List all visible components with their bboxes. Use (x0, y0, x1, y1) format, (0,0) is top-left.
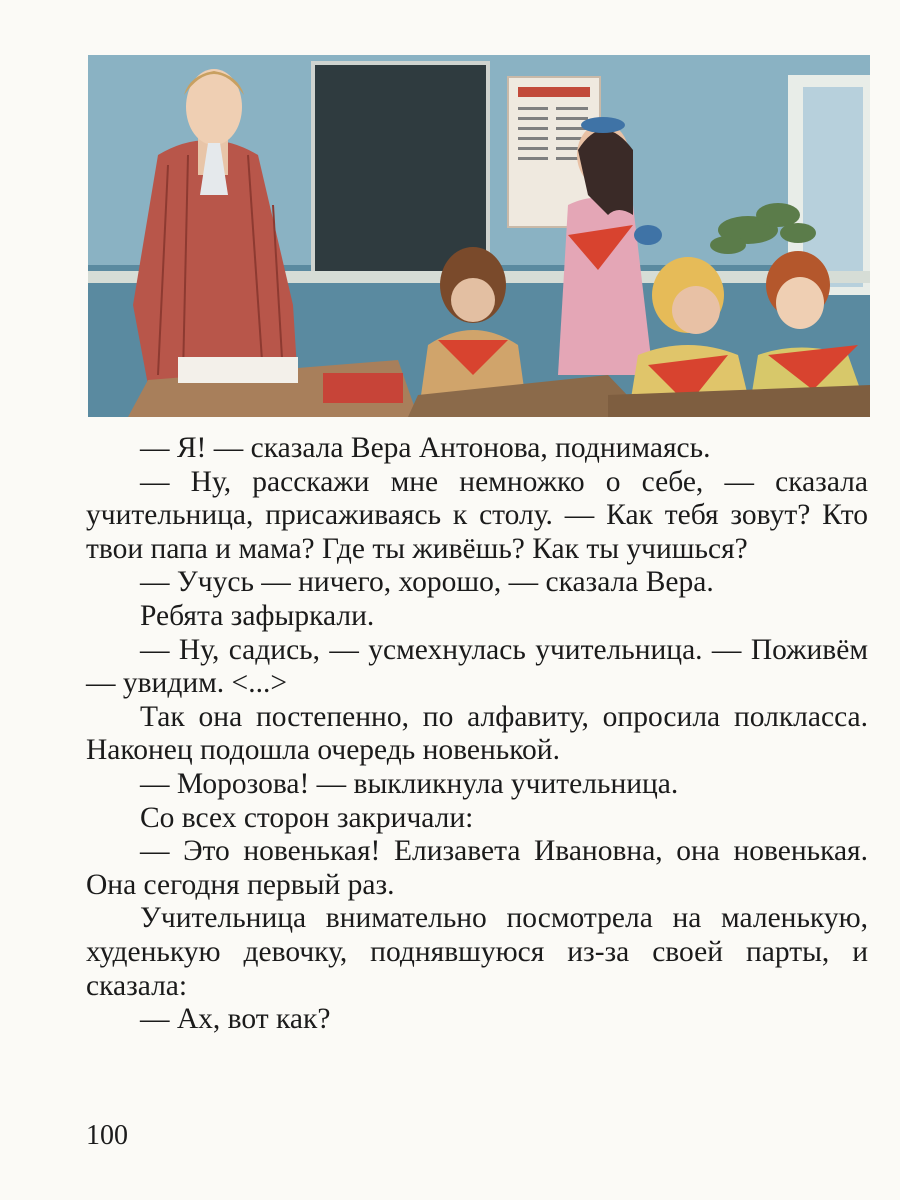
paragraph: Ребята зафыркали. (140, 599, 375, 632)
blackboard (313, 63, 488, 278)
paragraph: — Ну, садись, — усмехнулась учительница. — Поживём — увидим. <...> (86, 633, 868, 700)
page-number: 100 (86, 1120, 128, 1151)
paragraph: — Это новенькая! Елизавета Ивановна, она новенькая. Она сегодня первый раз. (86, 835, 868, 901)
paragraph: Учительница внимательно посмотрела на маленькую, худенькую девочку, поднявшуюся из-за своей парты, и сказала: (86, 902, 868, 1002)
classroom-illustration (88, 55, 870, 417)
paragraph: — Ах, вот как? (140, 1003, 331, 1036)
paragraph: — Учусь — ничего, хорошо, — сказала Вера. (140, 566, 714, 599)
paragraph: — Морозова! — выкликнула учительница. (140, 767, 679, 800)
paragraph: Со всех сторон закричали: (140, 801, 474, 834)
classroom-scene-image (88, 55, 870, 417)
story-text (86, 432, 868, 1037)
paragraph: Так она постепенно, по алфавиту, опросила полкласса. Наконец подошла очередь новенькой. (86, 700, 868, 767)
paragraph: — Я! — сказала Вера Антонова, поднимаясь. (140, 432, 711, 464)
paragraph: — Ну, расскажи мне немножко о себе, — сказала учительница, присаживаясь к столу. — Как тебя зовут? Кто твои папа и мама? Где ты живёшь? Как ты учишься? (86, 465, 868, 565)
